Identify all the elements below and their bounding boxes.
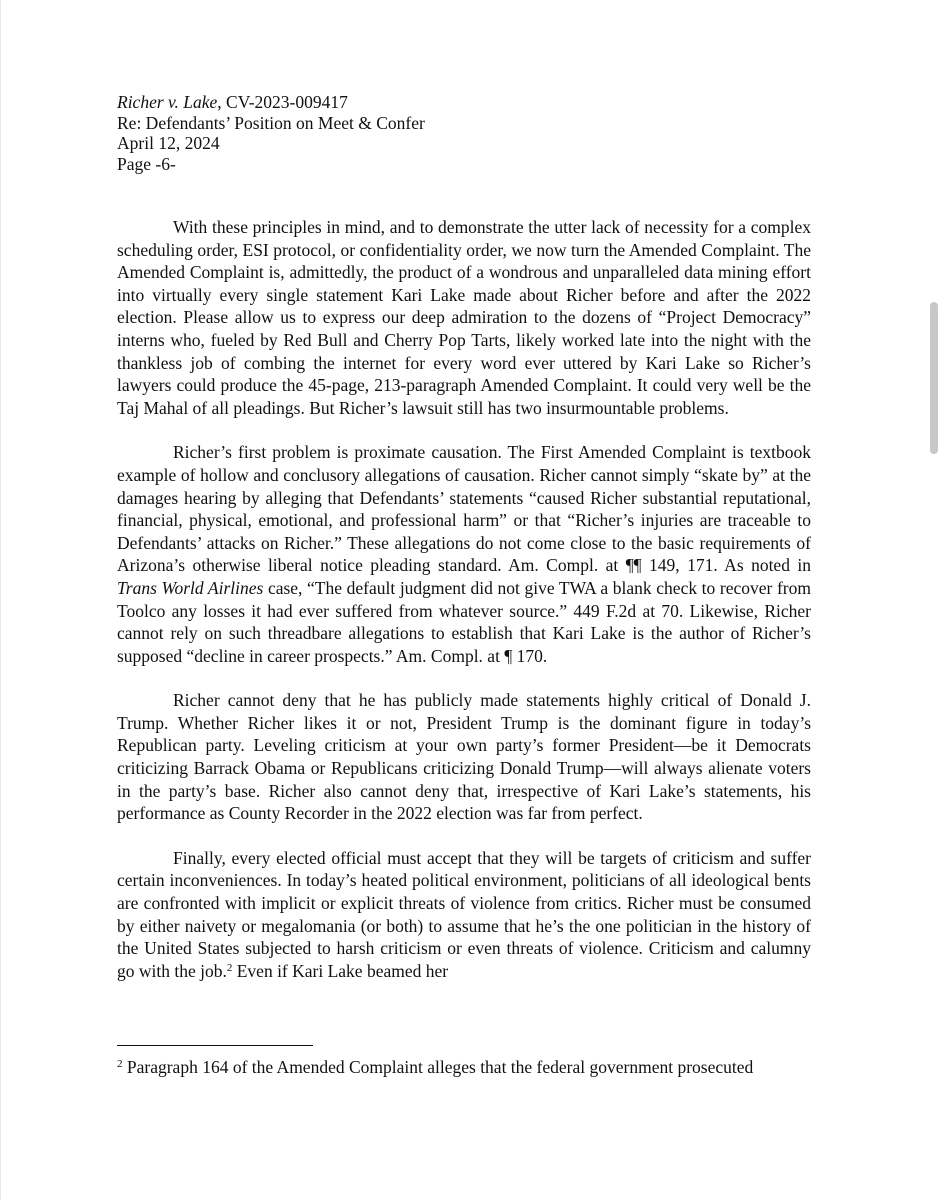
- paragraph-text: Finally, every elected official must accept that they will be targets of criticism and suffer certain inconveniences. In today’s heated political environment, politicians of all ideological bents are confronted with implicit or explicit threats of violence from critics. Richer must be consumed by either naivety or megalomania (or both) to assume that he’s the one politician in the history of the United States subjected to harsh criticism or even threats of violence. Criticism and calumny go with the job.: [117, 847, 811, 981]
- paragraph-text: Even if Kari Lake beamed her: [232, 960, 449, 981]
- footnote-number: 2: [117, 1058, 123, 1070]
- case-name: Richer v. Lake: [117, 92, 218, 112]
- paragraph-text: case, “The default judgment did not give TWA a blank check to recover from Toolco any losses it had ever suffered from whatever source.” 449 F.2d at 70. Likewise, Richer cannot rely on such threadbare allegations to establish that Kari Lake is the author of Richer’s supposed “decline in career prospects.” Am. Compl. at ¶ 170.: [117, 577, 811, 666]
- footnote-divider: [117, 1045, 313, 1046]
- footnote-reference: 2: [226, 961, 233, 974]
- case-caption-line: [117, 92, 425, 113]
- footnote-text: Paragraph 164 of the Amended Complaint alleges that the federal government prosecuted: [122, 1057, 754, 1077]
- paragraph-text: With these principles in mind, and to demonstrate the utter lack of necessity for a complex scheduling order, ESI protocol, or confidentiality order, we now turn the Amended Complaint. The Amended Complaint is, admittedly, the product of a wondrous and unparalleled data mining effort into virtually every single statement Kari Lake made about Richer before and after the 2022 election. Please allow us to express our deep admiration to the dozens of “Project Democracy” interns who, fueled by Red Bull and Cherry Pop Tarts, likely worked late into the night with the thankless job of combing the internet for every word ever uttered by Kari Lake so Richer’s lawyers could produce the 45-page, 213-paragraph Amended Complaint. It could very well be the Taj Mahal of all pleadings. But Richer’s lawsuit still has two insurmountable problems.: [117, 217, 811, 418]
- letter-body: [117, 216, 811, 1004]
- case-number: , CV-2023-009417: [217, 92, 348, 112]
- page-label: Page -6-: [117, 153, 176, 174]
- paragraph-text: Richer cannot deny that he has publicly made statements highly critical of Donald J. Trump. Whether Richer likes it or not, President Trump is the dominant figure in today’s Republican party. Leveling criticism at your own party’s former President—be it Democrats criticizing Barrack Obama or Republicans criticizing Donald Trump—will always alienate voters in the party’s base. Richer also cannot deny that, irrespective of Kari Lake’s statements, his performance as County Recorder in the 2022 election was far from perfect.: [117, 690, 811, 824]
- paragraph-causation: [117, 441, 811, 667]
- case-citation-italic: Trans World Airlines: [117, 577, 264, 598]
- letter-header: [117, 92, 425, 174]
- letter-date: April 12, 2024: [117, 133, 220, 153]
- paragraph-text: Richer’s first problem is proximate causation. The First Amended Complaint is textbook example of hollow and conclusory allegations of causation. Richer cannot simply “skate by” at the damages hearing by alleging that Defendants’ statements “caused Richer substantial reputational, financial, physical, emotional, and professional harm” or that “Richer’s injuries are traceable to Defendants’ attacks on Richer.” These allegations do not come close to the basic requirements of Arizona’s otherwise liberal notice pleading standard. Am. Compl. at ¶¶ 149, 171. As noted in: [117, 442, 811, 576]
- re-line: Re: Defendants’ Position on Meet & Confer: [117, 112, 425, 133]
- paragraph-trump: [117, 689, 811, 825]
- paragraph-principles: [117, 216, 811, 419]
- paragraph-finally: [117, 847, 811, 983]
- scrollbar-thumb[interactable]: [930, 302, 938, 454]
- footnote: [117, 1056, 817, 1078]
